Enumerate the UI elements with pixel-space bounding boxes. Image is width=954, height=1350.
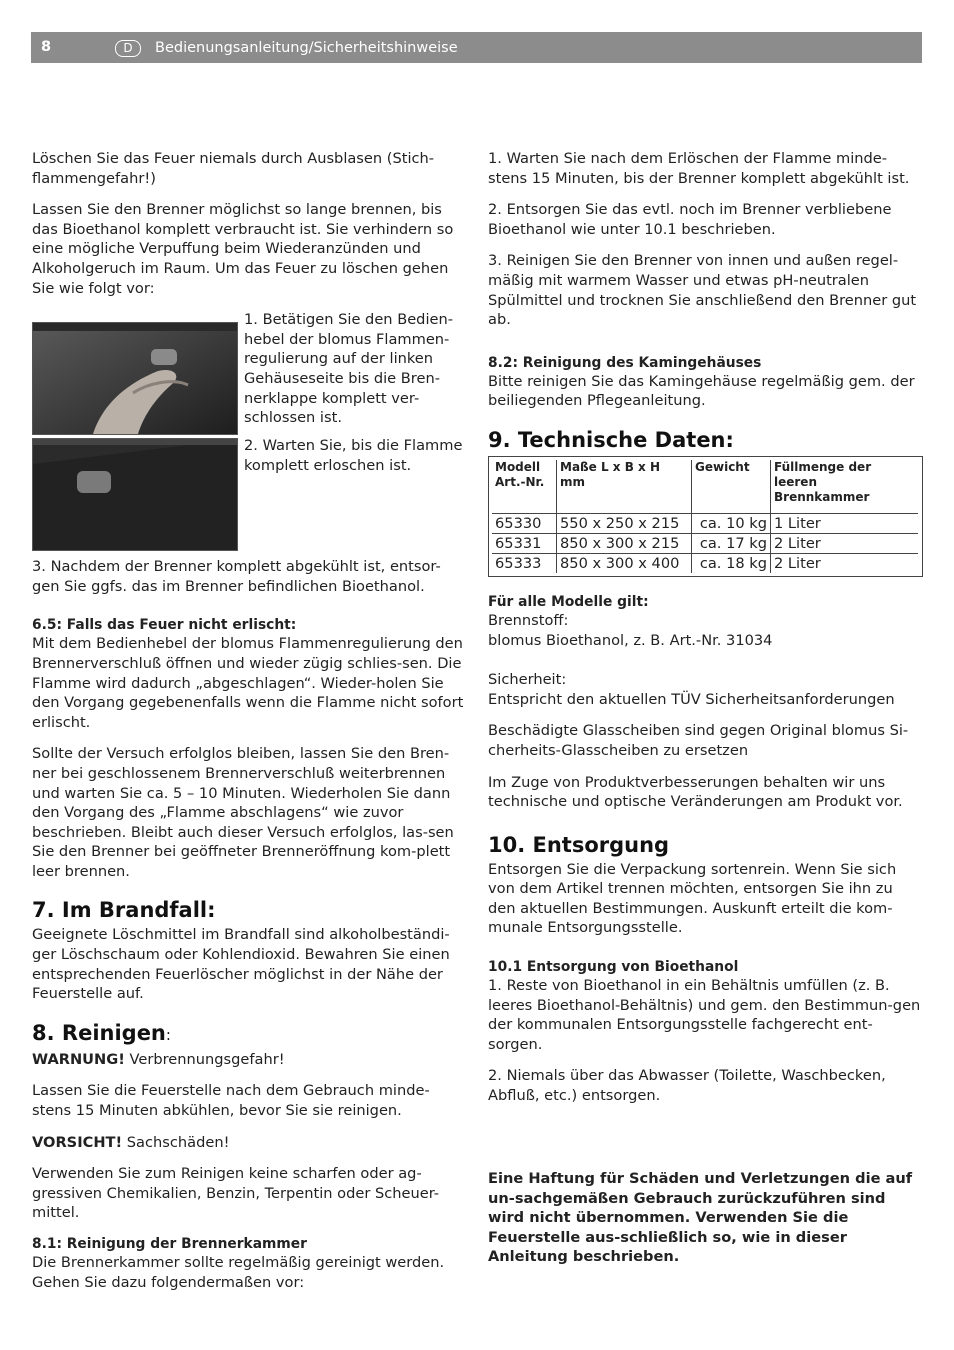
table-cell: ca. 17 kg bbox=[692, 533, 771, 553]
instruction-steps bbox=[32, 310, 466, 541]
table-cell: 850 x 300 x 400 bbox=[557, 553, 692, 573]
section-10-heading: 10. Entsorgung bbox=[488, 832, 670, 857]
paragraph: 1. Reste von Bioethanol in ein Behältnis umfüllen (z. B. leeres Bioethanol-Behältnis) und gem. den Bestimmun-gen der kommunalen Entsorgungsstelle fachgerecht ent-sorgen. bbox=[488, 977, 921, 1053]
table-cell: 550 x 250 x 215 bbox=[557, 513, 692, 533]
paragraph: Im Zuge von Produktverbesserungen behalten wir uns technische und optische Veränderungen am Produkt vor. bbox=[488, 773, 903, 811]
fuel-value: blomus Bioethanol, z. B. Art.-Nr. 31034 bbox=[488, 631, 773, 649]
warning-label: WARNUNG! bbox=[32, 1050, 125, 1068]
fuel-label: Brennstoff: bbox=[488, 611, 569, 629]
paragraph: 1. Warten Sie nach dem Erlöschen der Flamme minde-stens 15 Minuten, bis der Brenner komplett abgekühlt ist. bbox=[488, 150, 910, 187]
table-header-cell: Modell Art.-Nr. bbox=[492, 460, 557, 514]
technical-data-table bbox=[488, 456, 923, 577]
left-column bbox=[32, 149, 466, 1304]
right-column bbox=[488, 149, 924, 1118]
table-cell: ca. 18 kg bbox=[692, 553, 771, 573]
photo-lever-hand bbox=[32, 322, 238, 435]
paragraph: Bitte reinigen Sie das Kamingehäuse regelmäßig gem. der beiliegenden Pflegeanleitung. bbox=[488, 372, 915, 410]
section-9-heading: 9. Technische Daten: bbox=[488, 427, 734, 452]
warning-text: Verbrennungsgefahr! bbox=[124, 1050, 285, 1068]
section-8-colon: : bbox=[165, 1025, 171, 1044]
table-cell: 2 Liter bbox=[771, 533, 919, 553]
paragraph: Die Brennerkammer sollte regelmäßig gereinigt werden. Gehen Sie dazu folgendermaßen vor: bbox=[32, 1254, 445, 1291]
page-header bbox=[31, 32, 922, 63]
paragraph: Lassen Sie den Brenner möglichst so lange brennen, bis das Bioethanol komplett verbraucht ist. Sie verhindern so eine mögliche Verpuffung beim Wiederanzünden und Alkoholgeruch im Raum. Um das Feuer zu löschen gehen Sie wie folgt vor: bbox=[32, 201, 454, 297]
warning-line bbox=[32, 1050, 466, 1070]
paragraph: Entsorgen Sie die Verpackung sortenrein. Wenn Sie sich von dem Artikel trennen möchten, entsorgen Sie ihn zu den aktuellen Bestimmungen. Auskunft erteilt die kom-munale Entsorgungsstelle. bbox=[488, 860, 897, 937]
table-cell: ca. 10 kg bbox=[692, 513, 771, 533]
safety-label: Sicherheit: bbox=[488, 671, 567, 689]
table-cell: 65331 bbox=[492, 533, 557, 553]
caution-label: VORSICHT! bbox=[32, 1133, 123, 1151]
section-10-1-heading: 10.1 Entsorgung von Bioethanol bbox=[488, 959, 739, 976]
table-cell: 2 Liter bbox=[771, 553, 919, 573]
caution-line bbox=[32, 1133, 466, 1153]
table-row bbox=[492, 513, 918, 533]
paragraph: Sollte der Versuch erfolglos bleiben, lassen Sie den Bren-ner bei geschlossenem Brennerverschluß weiterbrennen und warten Sie ca. 5 – 10 Minuten. Wiederholen Sie dann den Vorgang des „Flamme abschlagens“ wie zuvor beschrieben. Bleibt auch dieser Versuch erfolglos, las-sen Sie den Brenner bei geöffneter Brenneröffnung kom-plett leer brennen. bbox=[32, 745, 454, 880]
table-cell: 850 x 300 x 215 bbox=[557, 533, 692, 553]
paragraph: Mit dem Bedienhebel der blomus Flammenregulierung den Brennerverschluß öffnen und wieder zügig schlies-sen. Die Flamme wird dadurch „abgeschlagen“. Wieder-holen Sie den Vorgang gegebenenfalls wenn die Flamme nicht sofort erlischt. bbox=[32, 635, 464, 731]
paragraph: Löschen Sie das Feuer niemals durch Ausblasen (Stich-flammengefahr!) bbox=[32, 150, 435, 187]
liability-notice: Eine Haftung für Schäden und Verletzungen die auf un-sachgemäßen Gebrauch zurückzuführen sind wird nicht übernommen. Verwenden Sie die Feuerstelle aus-schließlich so, wie in dieser Anleitung beschrieben. bbox=[488, 1170, 913, 1266]
paragraph: 3. Reinigen Sie den Brenner von innen und außen regel-mäßig mit warmem Wasser und etwas pH-neutralen Spülmittel und trocknen Sie anschließend den Brenner gut ab. bbox=[488, 252, 917, 329]
paragraph: Lassen Sie die Feuerstelle nach dem Gebrauch minde-stens 15 Minuten abkühlen, bevor Sie sie reinigen. bbox=[32, 1082, 430, 1120]
section-8-heading bbox=[32, 1020, 466, 1049]
caution-text: Sachschäden! bbox=[122, 1133, 230, 1151]
table-header-cell: Füllmenge der leeren Brennkammer bbox=[771, 460, 919, 514]
step-1-text: 1. Betätigen Sie den Bedien-hebel der blomus Flammen-regulierung auf der linken Gehäuseseite bis die Bren-nerklappe komplett ver-schlossen ist. bbox=[244, 311, 453, 427]
section-7-heading: 7. Im Brandfall: bbox=[32, 898, 216, 923]
all-models-heading: Für alle Modelle gilt: bbox=[488, 593, 649, 610]
header-title: Bedienungsanleitung/Sicherheitshinweise bbox=[155, 40, 458, 56]
table-cell: 1 Liter bbox=[771, 513, 919, 533]
table-cell: 65330 bbox=[492, 513, 557, 533]
table-header-cell: Maße L x B x H mm bbox=[557, 460, 692, 514]
table-row bbox=[492, 533, 918, 553]
safety-value: Entspricht den aktuellen TÜV Sicherheitsanforderungen bbox=[488, 690, 895, 708]
step-3-text: 3. Nachdem der Brenner komplett abgekühlt ist, entsor-gen Sie ggfs. das im Brenner befindlichen Bioethanol. bbox=[32, 558, 441, 595]
paragraph: 2. Niemals über das Abwasser (Toilette, Waschbecken, Abfluß, etc.) entsorgen. bbox=[488, 1067, 886, 1105]
section-6-5-heading: 6.5: Falls das Feuer nicht erlischt: bbox=[32, 617, 297, 634]
table-header-row bbox=[492, 460, 918, 514]
step-2-text: 2. Warten Sie, bis die Flamme komplett erloschen ist. bbox=[244, 437, 463, 474]
photo-lever-closed bbox=[32, 438, 238, 551]
table-header-cell: Gewicht bbox=[692, 460, 771, 514]
language-badge: D bbox=[115, 40, 141, 57]
paragraph: Verwenden Sie zum Reinigen keine scharfen oder ag-gressiven Chemikalien, Benzin, Terpentin oder Scheuer-mittel. bbox=[32, 1165, 440, 1222]
table-cell: 65333 bbox=[495, 554, 542, 572]
section-8-1-heading: 8.1: Reinigung der Brennerkammer bbox=[32, 1236, 307, 1252]
paragraph: Beschädigte Glasscheiben sind gegen Original blomus Si-cherheits-Glasscheiben zu ersetzen bbox=[488, 722, 909, 759]
paragraph: Geeignete Löschmittel im Brandfall sind alkoholbeständi-ger Löschschaum oder Kohlendioxid. Bewahren Sie einen entsprechenden Feuerlöscher möglichst in der Nähe der Feuerstelle auf. bbox=[32, 926, 450, 1003]
paragraph: 2. Entsorgen Sie das evtl. noch im Brenner verbliebene Bioethanol wie unter 10.1 beschrieben. bbox=[488, 201, 892, 238]
page-number: 8 bbox=[41, 39, 52, 55]
section-8-2-heading: 8.2: Reinigung des Kamingehäuses bbox=[488, 354, 762, 371]
table-row bbox=[492, 553, 918, 573]
section-8-title: 8. Reinigen bbox=[32, 1020, 166, 1045]
